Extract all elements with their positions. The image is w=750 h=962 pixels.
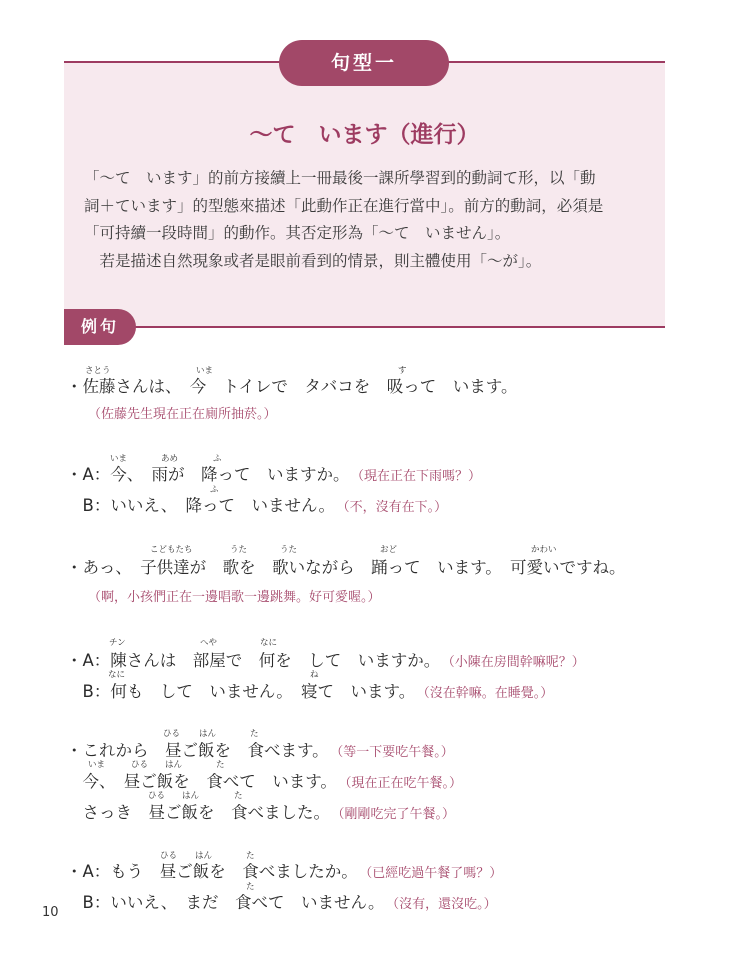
translation: （佐藤先生現在正在廁所抽菸。） [88, 407, 277, 422]
furigana: た [234, 791, 243, 801]
furigana: うた [230, 545, 248, 555]
furigana: はん [195, 851, 213, 861]
furigana: へや [200, 638, 218, 648]
furigana: た [250, 729, 259, 739]
examples-badge: 例句 [64, 309, 136, 345]
furigana: あめ [161, 454, 179, 464]
explanation-line: 詞＋ています」的型態來描述「此動作正在進行當中」。前方的動詞，必須是 [84, 197, 604, 215]
example-sentence: ・佐藤さんは、 今 トイレで タバコを 吸って います。 [66, 377, 518, 396]
pattern-title: 〜て います（進行） [249, 122, 480, 148]
furigana: はん [182, 791, 200, 801]
example-sentence: ・A：陳さんは 部屋で 何を して いますか。 （小陳在房間幹嘛呢？） [66, 651, 585, 670]
furigana: はん [165, 760, 183, 770]
furigana: ひる [131, 760, 149, 770]
furigana: おど [380, 545, 398, 555]
furigana: た [246, 851, 255, 861]
explanation-line: 「〜て います」的前方接續上一冊最後一課所學習到的動詞て形，以「動 [84, 169, 596, 187]
furigana: た [216, 760, 225, 770]
example-sentence: さっき 昼ご飯を 食べました。 （剛剛吃完了午餐。） [66, 803, 456, 822]
pattern-badge: 句型一 [279, 40, 449, 86]
furigana: す [398, 366, 407, 376]
furigana: かわい [531, 545, 557, 555]
example-sentence: B：いいえ、 まだ 食べて いません。 （沒有，還沒吃。） [66, 893, 497, 912]
example-sentence: 今、 昼ご飯を 食べて います。 （現在正在吃午餐。） [66, 772, 462, 791]
furigana: ふ [210, 485, 219, 495]
furigana: うた [280, 545, 298, 555]
furigana: いま [110, 454, 128, 464]
furigana: いま [88, 760, 106, 770]
furigana: ね [310, 670, 319, 680]
furigana: はん [199, 729, 217, 739]
example-sentence: B：いいえ、 降って いません。 （不，沒有在下。） [66, 496, 448, 515]
furigana: なに [260, 638, 278, 648]
example-sentence: B：何も して いません。 寝て います。 （沒在幹嘛。在睡覺。） [66, 682, 554, 701]
furigana: チン [109, 638, 126, 648]
furigana: こどもたち [150, 545, 193, 555]
furigana: ふ [213, 454, 222, 464]
furigana: ひる [148, 791, 166, 801]
page-number: 10 [42, 905, 59, 920]
explanation-line: 若是描述自然現象或者是眼前看到的情景，則主體使用「〜が」。 [84, 252, 542, 270]
example-sentence: ・あっ、 子供達が 歌を 歌いながら 踊って います。 可愛いですね。 [66, 558, 626, 577]
furigana: いま [196, 366, 214, 376]
example-sentence: ・A：もう 昼ご飯を 食べましたか。 （已經吃過午餐了嗎？） [66, 862, 503, 881]
furigana: さとう [85, 366, 111, 376]
furigana: なに [108, 670, 126, 680]
example-sentence: ・これから 昼ご飯を 食べます。 （等一下要吃午餐。） [66, 741, 454, 760]
furigana: た [246, 882, 255, 892]
explanation-line: 「可持續一段時間」的動作。其否定形為「〜て いません」。 [84, 224, 511, 242]
furigana: ひる [163, 729, 181, 739]
furigana: ひる [160, 851, 178, 861]
divider [64, 326, 665, 328]
example-sentence: ・A：今、 雨が 降って いますか。 （現在正在下雨嗎？） [66, 465, 482, 484]
translation: （啊，小孩們正在一邊唱歌一邊跳舞。好可愛喔。） [88, 590, 381, 605]
